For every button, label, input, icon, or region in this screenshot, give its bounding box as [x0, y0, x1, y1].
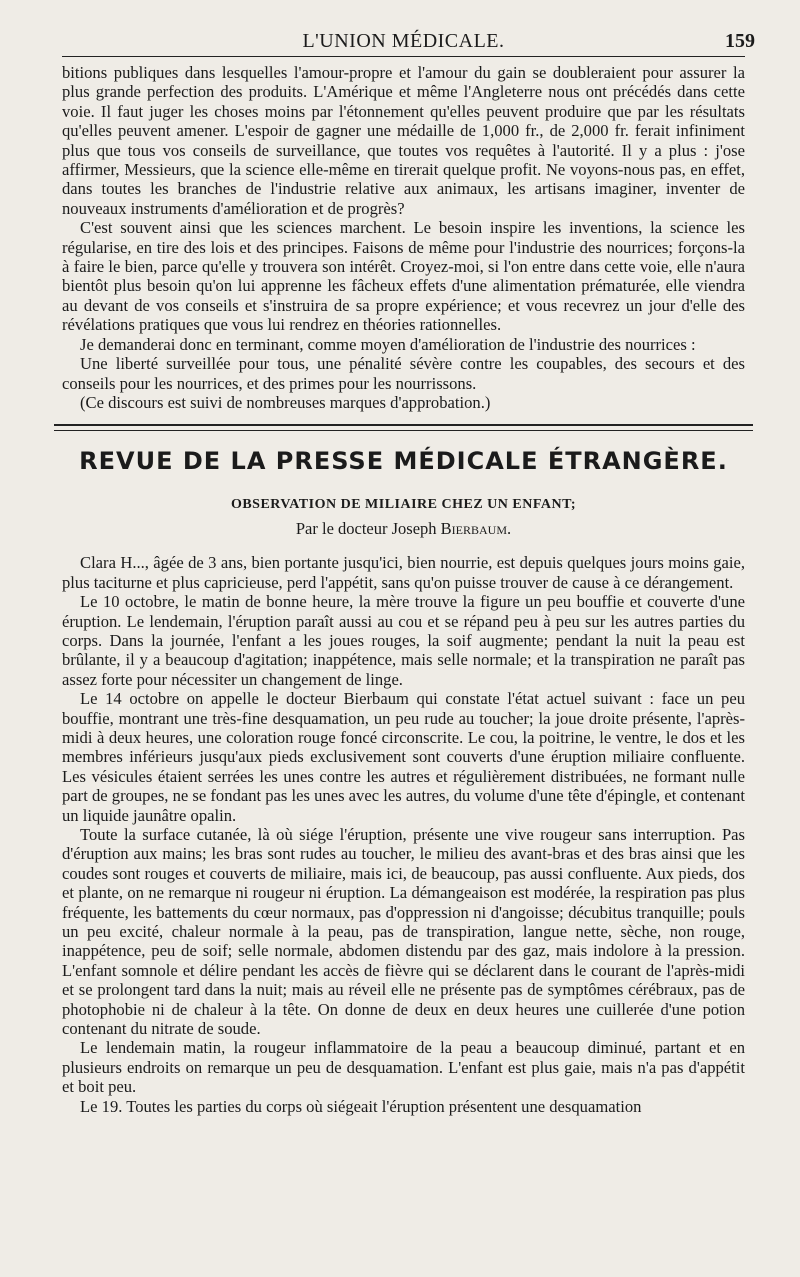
journal-title: L'UNION MÉDICALE.: [302, 30, 505, 52]
author-name: Bierbaum.: [440, 519, 512, 539]
closing-speech-text: [62, 63, 745, 412]
paragraph: Clara H..., âgée de 3 ans, bien portante jusqu'ici, bien nourrie, est depuis quelques jours moins gaie, plus taciturne et plus capricieuse, perd l'appétit, sans qu'on puisse trouver de cause à ce dérangement.: [62, 553, 745, 592]
section-divider: [54, 424, 753, 431]
page-number: 159: [725, 30, 755, 52]
paragraph: Le 14 octobre on appelle le docteur Bierbaum qui constate l'état actuel suivant : face un peu bouffie, montrant une très-fine desquamation, un peu rude au toucher; la joue droite présente, l'après-midi à deux heures, une coloration rouge foncé circonscrite. Le cou, la poitrine, le ventre, le dos et les membres inférieurs jusqu'aux pieds exclusivement sont couverts d'une éruption miliaire confluente. Les vésicules étaient serrées les unes contre les autres et régulièrement distribuées, ne formant nulle part de groupes, ne se fondant pas les unes avec les autres, du volume d'une tête d'épingle, et contenant un liquide jaunâtre opalin.: [62, 689, 745, 825]
page-header: [62, 22, 755, 57]
paragraph: Une liberté surveillée pour tous, une pénalité sévère contre les coupables, des secours et des conseils pour les nourrices, et des primes pour les nourrissons.: [62, 354, 745, 393]
paragraph: Le lendemain matin, la rougeur inflammatoire de la peau a beaucoup diminué, partant et en plusieurs endroits on remarque un peu de desquamation. L'enfant est plus gaie, mais n'a pas d'appétit et boit peu.: [62, 1038, 745, 1097]
section-title: REVUE DE LA PRESSE MÉDICALE ÉTRANGÈRE.: [79, 447, 728, 476]
paragraph: Toute la surface cutanée, là où siége l'éruption, présente une vive rougeur sans interruption. Pas d'éruption aux mains; les bras sont rudes au toucher, le milieu des avant-bras et des bras ainsi que les coudes sont rouges et couverts de miliaire, mais ici, de beaucoup, pas aussi confluente. Aux pieds, dos et plante, on ne remarque ni rougeur ni éruption. La démangeaison est modérée, la respiration pas plus fréquente, les battements du cœur normaux, pas d'oppression ni d'angoisse; décubitus tranquille; pouls un peu excité, chaleur normale à la peau, pas de transpiration, langue nette, sèche, non rouge, inappétence, peu de soif; selle normale, abdomen distendu par des gaz, mais indolore à la pression. L'enfant somnole et délire pendant les accès de fièvre qui se déclarent dans le courant de l'après-midi et se prolongent tard dans la nuit; mais au réveil elle ne présente pas de symptômes cérébraux, pas de photophobie ni de chaleur à la tête. On donne de deux en deux heures une cuillerée d'une potion contenant du nitrate de soude.: [62, 825, 745, 1039]
paragraph: Le 10 octobre, le matin de bonne heure, la mère trouve la figure un peu bouffie et couverte d'une éruption. Le lendemain, l'éruption paraît aussi au cou et se répand peu à peu sur les autres parties du corps. Dans la journée, l'enfant a les joues rouges, la soif augmente; pendant la nuit la peau est brûlante, il y a beaucoup d'agitation; inappétence, mais selle normale; et la transpiration ne paraît pas assez forte pour nécessiter un changement de linge.: [62, 592, 745, 689]
paragraph: Je demanderai donc en terminant, comme moyen d'amélioration de l'industrie des nourrices :: [80, 334, 696, 354]
article-body: [62, 553, 745, 1116]
paragraph: Le 19. Toutes les parties du corps où siégeait l'éruption présentent une desquamation: [80, 1096, 642, 1116]
article-byline: [62, 519, 745, 539]
paragraph: bitions publiques dans lesquelles l'amour-propre et l'amour du gain se doubleraient pour assurer la plus grande perfection des produits. L'Amérique et même l'Angleterre nous ont précédés dans cette voie. Il faut juger les choses moins par l'étonnement qu'elles peuvent produire que par les résultats qu'elles peuvent amener. L'espoir de gagner une médaille de 1,000 fr., de 2,000 fr. ferait infiniment plus que tous vos conseils de surveillance, que toutes vos requêtes à l'autorité. Il y a plus : j'ose affirmer, Messieurs, que la science elle-même en tirerait quelque profit. Ne voyons-nous pas, en effet, dans toutes les branches de l'industrie relative aux animaux, les artisans imaginer, inventer de nouveaux instruments d'amélioration et de progrès?: [62, 63, 745, 218]
byline-prefix: Par le docteur Joseph: [295, 519, 437, 539]
paragraph: (Ce discours est suivi de nombreuses marques d'approbation.): [80, 392, 491, 412]
paragraph: C'est souvent ainsi que les sciences marchent. Le besoin inspire les inventions, la science les régularise, en tire des lois et des principes. Faisons de même pour l'industrie des nourrices; forçons-la à faire le bien, parce qu'elle y trouvera son intérêt. Croyez-moi, si l'on entre dans cette voie, elle n'aura bientôt plus besoin qu'on lui apprenne les fâcheux effets d'une alimentation prématurée, elle viendra au devant de vos conseils et s'instruira de sa propre expérience; et vous recevrez un jour d'elle des révélations pratiques que vous lui rendrez en théories rationnelles.: [62, 218, 745, 335]
article-title: OBSERVATION DE MILIAIRE CHEZ UN ENFANT;: [230, 497, 577, 513]
